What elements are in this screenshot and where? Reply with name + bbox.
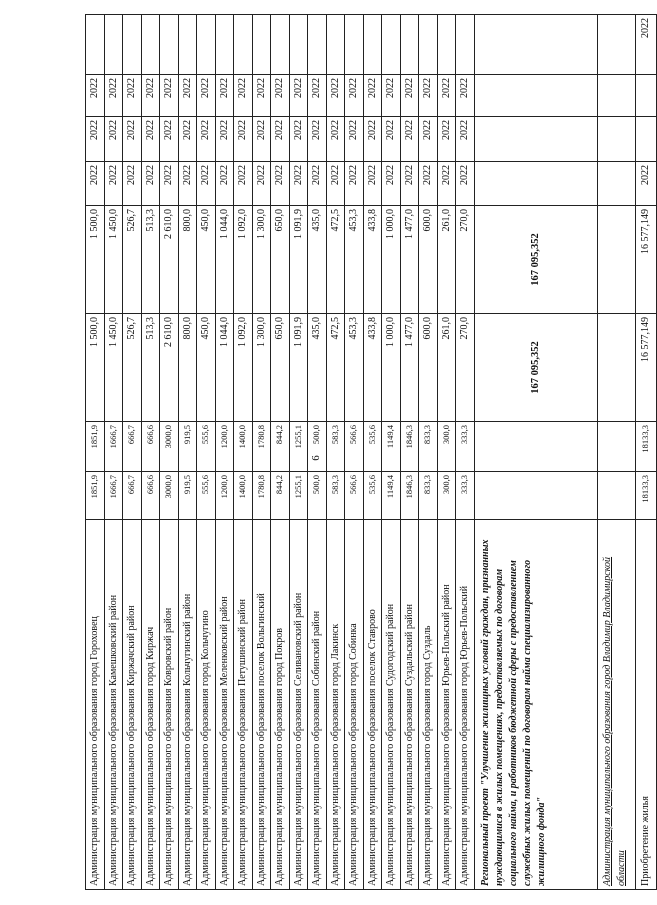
row-year-2: 2022 [456, 117, 475, 162]
project-name: Региональный проект "Улучшение жилищных условий граждан, признанных нуждающимися в жилых помещениях, предоставляемых по договорам социального найма, и работников бюджетной сферы с предоставлением служебных жилых помещений по договорам найма специализированного жилищного фонда" [474, 520, 597, 890]
row-empty [160, 15, 179, 75]
row-value-a: 666,6 [141, 472, 160, 520]
table-row [178, 15, 197, 890]
row-year-2: 2022 [215, 117, 234, 162]
admin-cell-b [597, 422, 635, 472]
row-year-3: 2022 [456, 75, 475, 117]
row-name: Администрация муниципального образования город Лакинск [326, 520, 345, 890]
row-name: Администрация муниципального образования Судогодский район [382, 520, 401, 890]
row-year-1: 2022 [437, 162, 456, 206]
row-name: Администрация муниципального образования Камешковский район [104, 520, 123, 890]
row-year-3: 2022 [215, 75, 234, 117]
row-value-a: 555,6 [197, 472, 216, 520]
row-value-a: 1200,0 [215, 472, 234, 520]
row-value-c: 1 091,9 [289, 314, 308, 422]
table-row [289, 15, 308, 890]
row-empty [123, 15, 142, 75]
row-year-3: 2022 [400, 75, 419, 117]
table-row [86, 15, 105, 890]
row-value-d: 526,7 [123, 206, 142, 314]
row-year-2: 2022 [363, 117, 382, 162]
purchase-year: 2022 [635, 15, 656, 75]
row-year-2: 2022 [345, 117, 364, 162]
row-value-a: 844,2 [271, 472, 290, 520]
table-row [382, 15, 401, 890]
row-value-b: 300,0 [437, 422, 456, 472]
row-empty [437, 15, 456, 75]
row-year-1: 2022 [271, 162, 290, 206]
admin-cell-d [597, 206, 635, 314]
row-year-2: 2022 [271, 117, 290, 162]
row-value-c: 1 300,0 [252, 314, 271, 422]
row-value-d: 1 091,9 [289, 206, 308, 314]
row-empty [326, 15, 345, 75]
row-year-1: 2022 [160, 162, 179, 206]
row-value-c: 1 500,0 [86, 314, 105, 422]
row-value-d: 261,0 [437, 206, 456, 314]
row-name: Администрация муниципального образования Ковровский район [160, 520, 179, 890]
row-year-1: 2022 [104, 162, 123, 206]
purchase-name: Приобретение жилья [635, 520, 656, 890]
row-year-1: 2022 [326, 162, 345, 206]
row-value-c: 526,7 [123, 314, 142, 422]
row-name: Администрация муниципального образования поселок Вольгинский [252, 520, 271, 890]
admin-cell-y1 [597, 162, 635, 206]
row-year-3: 2022 [104, 75, 123, 117]
row-year-1: 2022 [197, 162, 216, 206]
row-value-c: 453,3 [345, 314, 364, 422]
row-year-3: 2022 [252, 75, 271, 117]
project-cell-y3 [474, 75, 597, 117]
budget-table-sheet [85, 15, 651, 890]
table-row [308, 15, 327, 890]
row-value-d: 800,0 [178, 206, 197, 314]
row-value-b: 1149,4 [382, 422, 401, 472]
project-cell-e [474, 15, 597, 75]
purchase-y2 [635, 117, 656, 162]
row-empty [271, 15, 290, 75]
row-value-a: 1851,9 [86, 472, 105, 520]
table-row [160, 15, 179, 890]
row-value-c: 513,3 [141, 314, 160, 422]
row-name: Администрация муниципального образования поселок Ставрово [363, 520, 382, 890]
row-name: Администрация муниципального образования город Кольчугино [197, 520, 216, 890]
row-year-2: 2022 [86, 117, 105, 162]
table-row [215, 15, 234, 890]
row-value-b: 1666,7 [104, 422, 123, 472]
admin-row [597, 15, 635, 890]
row-value-b: 666,6 [141, 422, 160, 472]
row-name: Администрация муниципального образования город Юрьев-Польский [456, 520, 475, 890]
row-empty [86, 15, 105, 75]
row-year-1: 2022 [400, 162, 419, 206]
row-year-1: 2022 [178, 162, 197, 206]
project-cell-y1 [474, 162, 597, 206]
table-row [123, 15, 142, 890]
project-amount-c: 167 095,352 [474, 314, 597, 422]
row-year-2: 2022 [326, 117, 345, 162]
row-name: Администрация муниципального образования Собинский район [308, 520, 327, 890]
purchase-b: 18133,3 [635, 422, 656, 472]
table-row [437, 15, 456, 890]
project-cell-b [474, 422, 597, 472]
row-year-3: 2022 [345, 75, 364, 117]
row-name: Администрация муниципального образования город Киржач [141, 520, 160, 890]
row-year-2: 2022 [382, 117, 401, 162]
row-empty [197, 15, 216, 75]
admin-cell-y2 [597, 117, 635, 162]
row-year-2: 2022 [160, 117, 179, 162]
row-value-a: 300,0 [437, 472, 456, 520]
row-year-2: 2022 [178, 117, 197, 162]
row-year-1: 2022 [308, 162, 327, 206]
row-year-1: 2022 [345, 162, 364, 206]
row-value-b: 333,3 [456, 422, 475, 472]
row-value-b: 566,6 [345, 422, 364, 472]
row-year-1: 2022 [456, 162, 475, 206]
row-year-2: 2022 [252, 117, 271, 162]
page-number: 6 [310, 455, 322, 461]
row-year-2: 2022 [197, 117, 216, 162]
row-empty [141, 15, 160, 75]
row-year-2: 2022 [437, 117, 456, 162]
row-year-2: 2022 [400, 117, 419, 162]
row-year-3: 2022 [86, 75, 105, 117]
row-value-a: 583,3 [326, 472, 345, 520]
row-value-b: 1851,9 [86, 422, 105, 472]
row-year-3: 2022 [363, 75, 382, 117]
purchase-y3 [635, 75, 656, 117]
row-empty [308, 15, 327, 75]
purchase-c: 16 577,149 [635, 314, 656, 422]
row-value-d: 1 300,0 [252, 206, 271, 314]
row-value-c: 2 610,0 [160, 314, 179, 422]
row-year-1: 2022 [215, 162, 234, 206]
table-row [345, 15, 364, 890]
table-row [271, 15, 290, 890]
admin-name: Администрация муниципального образования город Владимир Владимирской области [597, 520, 635, 890]
row-year-3: 2022 [419, 75, 438, 117]
row-year-3: 2022 [234, 75, 253, 117]
row-value-b: 555,6 [197, 422, 216, 472]
row-value-d: 1 500,0 [86, 206, 105, 314]
admin-cell-a [597, 472, 635, 520]
table-row [326, 15, 345, 890]
admin-cell-y3 [597, 75, 635, 117]
row-value-c: 650,0 [271, 314, 290, 422]
row-value-b: 844,2 [271, 422, 290, 472]
table-row [252, 15, 271, 890]
row-value-c: 270,0 [456, 314, 475, 422]
row-value-c: 472,5 [326, 314, 345, 422]
row-value-b: 1400,0 [234, 422, 253, 472]
row-name: Администрация муниципального образования Суздальский район [400, 520, 419, 890]
row-value-d: 1 044,0 [215, 206, 234, 314]
row-year-3: 2022 [326, 75, 345, 117]
row-value-a: 919,5 [178, 472, 197, 520]
row-value-b: 1255,1 [289, 422, 308, 472]
row-year-3: 2022 [141, 75, 160, 117]
row-year-2: 2022 [141, 117, 160, 162]
row-name: Администрация муниципального образования город Гороховец [86, 520, 105, 890]
row-year-1: 2022 [382, 162, 401, 206]
row-name: Администрация муниципального образования город Суздаль [419, 520, 438, 890]
row-empty [215, 15, 234, 75]
row-year-1: 2022 [86, 162, 105, 206]
row-value-a: 1149,4 [382, 472, 401, 520]
row-name: Администрация муниципального образования город Собинка [345, 520, 364, 890]
row-value-a: 1400,0 [234, 472, 253, 520]
row-value-d: 453,3 [345, 206, 364, 314]
row-empty [400, 15, 419, 75]
row-value-b: 500,0 [308, 422, 327, 472]
row-value-a: 1666,7 [104, 472, 123, 520]
row-value-b: 3000,0 [160, 422, 179, 472]
row-name: Администрация муниципального образования Юрьев-Польский район [437, 520, 456, 890]
row-value-b: 1846,3 [400, 422, 419, 472]
table-row [456, 15, 475, 890]
row-empty [456, 15, 475, 75]
row-year-2: 2022 [419, 117, 438, 162]
row-value-b: 535,6 [363, 422, 382, 472]
row-empty [419, 15, 438, 75]
row-value-b: 1780,8 [252, 422, 271, 472]
admin-cell-c [597, 314, 635, 422]
row-value-a: 333,3 [456, 472, 475, 520]
purchase-a: 18133,3 [635, 472, 656, 520]
row-name: Администрация муниципального образования Селивановский район [289, 520, 308, 890]
row-year-3: 2022 [289, 75, 308, 117]
table-row [419, 15, 438, 890]
row-value-d: 513,3 [141, 206, 160, 314]
row-value-b: 583,3 [326, 422, 345, 472]
table-body [86, 15, 657, 890]
row-year-1: 2022 [234, 162, 253, 206]
row-year-3: 2022 [308, 75, 327, 117]
project-cell-y2 [474, 117, 597, 162]
row-year-3: 2022 [197, 75, 216, 117]
row-empty [252, 15, 271, 75]
row-value-d: 1 477,0 [400, 206, 419, 314]
row-name: Администрация муниципального образования Меленковский район [215, 520, 234, 890]
row-value-d: 1 092,0 [234, 206, 253, 314]
row-year-1: 2022 [123, 162, 142, 206]
row-year-1: 2022 [141, 162, 160, 206]
row-value-c: 433,8 [363, 314, 382, 422]
row-value-d: 450,0 [197, 206, 216, 314]
row-empty [363, 15, 382, 75]
row-year-3: 2022 [382, 75, 401, 117]
row-year-1: 2022 [289, 162, 308, 206]
project-row [474, 15, 597, 890]
row-value-c: 1 477,0 [400, 314, 419, 422]
row-value-c: 261,0 [437, 314, 456, 422]
row-empty [234, 15, 253, 75]
row-value-d: 435,0 [308, 206, 327, 314]
row-year-2: 2022 [123, 117, 142, 162]
table-row [400, 15, 419, 890]
row-name: Администрация муниципального образования город Покров [271, 520, 290, 890]
row-value-d: 1 000,0 [382, 206, 401, 314]
row-value-c: 435,0 [308, 314, 327, 422]
admin-cell-e [597, 15, 635, 75]
row-year-2: 2022 [234, 117, 253, 162]
row-value-c: 1 000,0 [382, 314, 401, 422]
table-row [104, 15, 123, 890]
row-year-2: 2022 [289, 117, 308, 162]
row-name: Администрация муниципального образования Киржачский район [123, 520, 142, 890]
project-cell-a [474, 472, 597, 520]
row-name: Администрация муниципального образования Петушинский район [234, 520, 253, 890]
row-year-1: 2022 [419, 162, 438, 206]
row-value-b: 919,5 [178, 422, 197, 472]
row-value-b: 833,3 [419, 422, 438, 472]
row-value-d: 600,0 [419, 206, 438, 314]
row-value-d: 2 610,0 [160, 206, 179, 314]
row-value-b: 1200,0 [215, 422, 234, 472]
purchase-row [635, 15, 656, 890]
row-value-c: 1 450,0 [104, 314, 123, 422]
row-name: Администрация муниципального образования Кольчугинский район [178, 520, 197, 890]
row-value-a: 566,6 [345, 472, 364, 520]
row-value-d: 433,8 [363, 206, 382, 314]
row-year-1: 2022 [363, 162, 382, 206]
row-value-a: 1846,3 [400, 472, 419, 520]
row-value-c: 450,0 [197, 314, 216, 422]
row-empty [178, 15, 197, 75]
row-value-c: 1 092,0 [234, 314, 253, 422]
row-year-3: 2022 [178, 75, 197, 117]
row-empty [382, 15, 401, 75]
row-value-d: 472,5 [326, 206, 345, 314]
row-year-3: 2022 [271, 75, 290, 117]
row-year-2: 2022 [308, 117, 327, 162]
row-value-d: 270,0 [456, 206, 475, 314]
row-value-a: 1780,8 [252, 472, 271, 520]
row-year-3: 2022 [160, 75, 179, 117]
row-year-2: 2022 [104, 117, 123, 162]
row-value-a: 1255,1 [289, 472, 308, 520]
row-value-d: 650,0 [271, 206, 290, 314]
purchase-d: 16 577,149 [635, 206, 656, 314]
row-value-b: 666,7 [123, 422, 142, 472]
row-value-c: 600,0 [419, 314, 438, 422]
table-row [141, 15, 160, 890]
project-amount-d: 167 095,352 [474, 206, 597, 314]
row-value-c: 800,0 [178, 314, 197, 422]
table-row [234, 15, 253, 890]
table-row [197, 15, 216, 890]
row-empty [345, 15, 364, 75]
row-value-a: 3000,0 [160, 472, 179, 520]
row-value-d: 1 450,0 [104, 206, 123, 314]
row-empty [104, 15, 123, 75]
budget-table [85, 14, 657, 890]
row-value-c: 1 044,0 [215, 314, 234, 422]
row-value-a: 535,6 [363, 472, 382, 520]
row-year-1: 2022 [252, 162, 271, 206]
row-value-a: 500,0 [308, 472, 327, 520]
row-empty [289, 15, 308, 75]
row-year-3: 2022 [437, 75, 456, 117]
row-value-a: 833,3 [419, 472, 438, 520]
purchase-y1: 2022 [635, 162, 656, 206]
table-row [363, 15, 382, 890]
row-year-3: 2022 [123, 75, 142, 117]
row-value-a: 666,7 [123, 472, 142, 520]
